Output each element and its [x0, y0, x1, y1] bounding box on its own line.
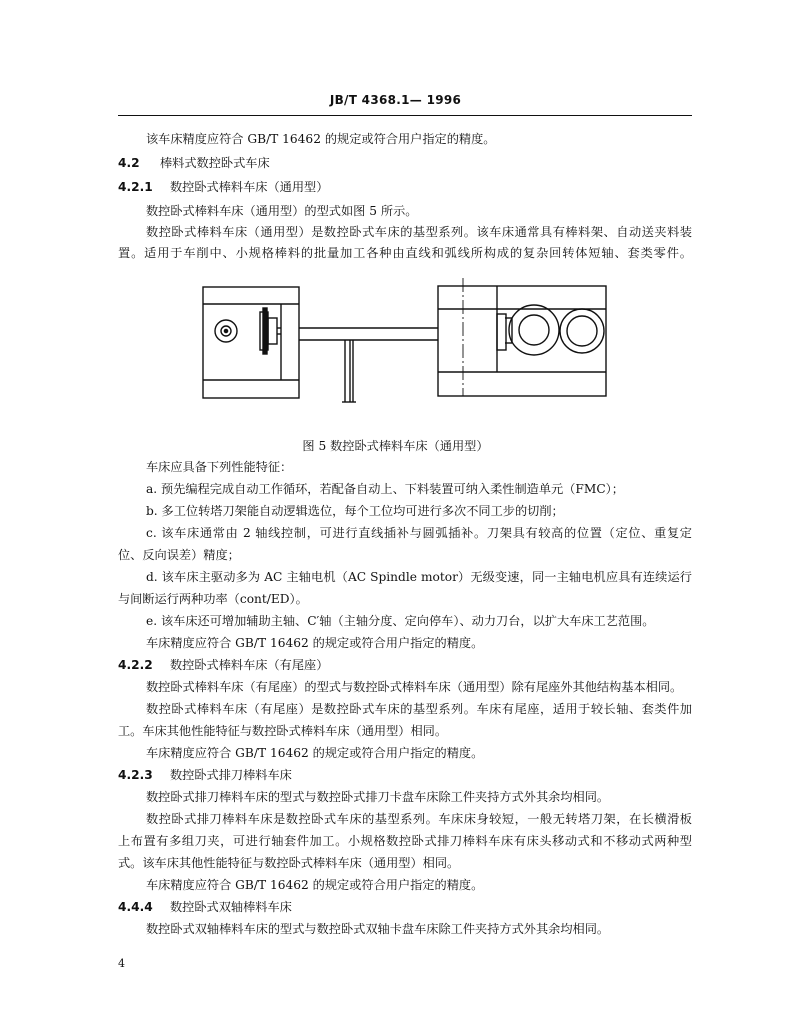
- list-item-d: d. 该车床主驱动多为 AC 主轴电机（AC Spindle motor）无级变速，同一主轴电机应具有连续运行: [146, 570, 692, 584]
- lathe-figure: [0, 0, 791, 440]
- body-line: 数控卧式双轴棒料车床的型式与数控卧式双轴卡盘车床除工件夹持方式外其余均相同。: [146, 922, 610, 936]
- section-title: 数控卧式双轴棒料车床: [170, 900, 292, 914]
- section-number: 4.2: [118, 156, 140, 170]
- turret-circle: [509, 305, 559, 355]
- body-line: 车床精度应符合 GB/T 16462 的规定或符合用户指定的精度。: [146, 636, 484, 650]
- section-title: 数控卧式排刀棒料车床: [170, 768, 292, 782]
- body-line: 车床精度应符合 GB/T 16462 的规定或符合用户指定的精度。: [146, 878, 484, 892]
- section-title: 数控卧式棒料车床（通用型）: [170, 180, 329, 194]
- spindle-center: [224, 329, 227, 332]
- body-line: 式。该车床其他性能特征与数控卧式棒料车床（通用型）相同。: [118, 856, 460, 870]
- body-line: 该车床精度应符合 GB/T 16462 的规定或符合用户指定的精度。: [146, 132, 496, 146]
- body-line: 数控卧式棒料车床（有尾座）的型式与数控卧式棒料车床（通用型）除有尾座外其他结构基本相同。: [146, 680, 683, 694]
- list-item-e: e. 该车床还可增加辅助主轴、C′轴（主轴分度、定向停车）、动力刀台，以扩大车床工艺范围。: [146, 614, 655, 628]
- turret-block: [497, 314, 506, 350]
- chuck-jaw: [268, 318, 277, 344]
- page-number: 4: [118, 957, 125, 970]
- body-line: 数控卧式排刀棒料车床的型式与数控卧式排刀卡盘车床除工件夹持方式外其余均相同。: [146, 790, 610, 804]
- body-line: 与间断运行两种功率（cont/ED）。: [118, 592, 308, 606]
- body-line: 数控卧式棒料车床（通用型）的型式如图 5 所示。: [146, 204, 418, 218]
- section-heading-4-2-3: [118, 767, 692, 783]
- running-header: JB/T 4368.1— 1996: [329, 93, 462, 107]
- body-line: 位、反向误差）精度；: [118, 548, 240, 562]
- section-title: 棒料式数控卧式车床: [160, 156, 270, 170]
- body-line: 车床精度应符合 GB/T 16462 的规定或符合用户指定的精度。: [146, 746, 484, 760]
- figure-caption: 图 5 数控卧式棒料车床（通用型）: [302, 439, 489, 453]
- section-title: 数控卧式棒料车床（有尾座）: [170, 658, 329, 672]
- section-number: 4.2.3: [118, 768, 153, 782]
- section-heading-4-2-2: [118, 657, 692, 673]
- body-line: 车床应具备下列性能特征：: [146, 460, 293, 474]
- section-number: 4.2.2: [118, 658, 153, 672]
- section-number: 4.2.1: [118, 180, 153, 194]
- body-line: 数控卧式棒料车床（通用型）是数控卧式车床的基型系列。该车床通常具有棒料架、自动送夹料装: [146, 225, 692, 239]
- body-line: 数控卧式排刀棒料车床是数控卧式车床的基型系列。车床床身较短，一般无转塔刀架，在长横滑板: [146, 812, 692, 826]
- turret-circle-inner: [519, 315, 549, 345]
- body-line: 数控卧式棒料车床（有尾座）是数控卧式车床的基型系列。车床有尾座，适用于较长轴、套类件加: [146, 702, 692, 716]
- list-item-c: c. 该车床通常由 2 轴线控制，可进行直线插补与圆弧插补。刀架具有较高的位置（定位、重复定: [146, 526, 692, 540]
- list-item-a: a. 预先编程完成自动工作循环，若配备自动上、下料装置可纳入柔性制造单元（FMC）；: [146, 482, 624, 496]
- list-item-b: b. 多工位转塔刀架能自动逻辑选位，每个工位均可进行多次不同工步的切削；: [146, 504, 564, 518]
- body-line: 上布置有多组刀夹，可进行轴套件加工。小规格数控卧式排刀棒料车床有床头移动式和不移动式两种型: [118, 834, 692, 848]
- section-heading-4-4-4: [118, 899, 692, 915]
- turret-circle-inner: [567, 316, 597, 346]
- body-line: 工。车床其他性能特征与数控卧式棒料车床（通用型）相同。: [118, 724, 448, 738]
- chuck-flange: [263, 308, 267, 354]
- body-line: 置。适用于车削中、小规格棒料的批量加工各种由直线和弧线所构成的复杂回转体短轴、套类零件。: [118, 246, 692, 260]
- section-number: 4.4.4: [118, 900, 153, 914]
